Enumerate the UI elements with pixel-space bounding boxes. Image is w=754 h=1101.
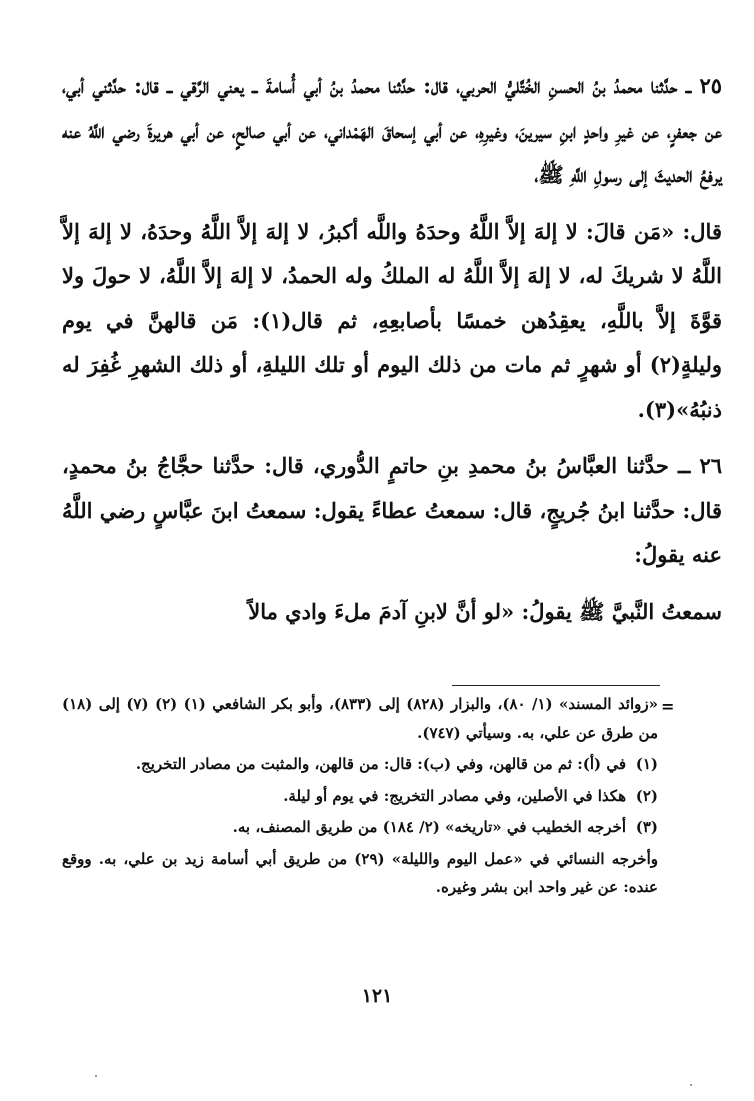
footnote-1: [62, 750, 658, 779]
scan-speck: [95, 1075, 97, 1077]
page-number: ١٢١: [361, 985, 393, 1007]
footnote-continuation: [62, 690, 658, 747]
footnote-3-continued: [62, 845, 658, 902]
footnote-extra-text: وأخرجه النسائي في «عمل اليوم والليلة» (٢٩) من طريق أبي أسامة زيد بن علي، به. ووقع عنده: عن غير واحد ابن بشر وغيره.: [62, 849, 658, 896]
footnote-2: [62, 782, 658, 811]
continuation-mark: =: [661, 697, 675, 716]
footnote-3: [62, 813, 658, 842]
main-text: [62, 64, 722, 634]
footnotes: [62, 690, 658, 902]
hadith-26-chain: ٢٦ ــ حدَّثنا العبَّاسُ بنُ محمدِ بنِ حاتمٍ الدُّوري، قال: حدَّثنا حجَّاجُ بنُ محمدٍ، قال: حدَّثنا ابنُ جُريجٍ، قال: سمعتُ عطاءً يقول: سمعتُ ابنَ عبَّاسٍ رضي اللَّهُ عنه يقولُ:: [62, 453, 722, 567]
footnote-number: (٢): [635, 786, 658, 805]
hadith-25-text: قال: «مَن قالَ: لا إلهَ إلاَّ اللَّهُ وحدَهُ واللَّه أكبرُ، لا إلهَ إلاَّ اللَّهُ وحدَهُ، لا إلهَ إلاَّ اللَّهُ لا شريكَ له، لا إلهَ إلاَّ اللَّهُ له الملكُ وله الحمدُ، لا إلهَ إلاَّ اللَّهُ، لا حولَ ولا قوَّةَ إلاَّ باللَّهِ، يعقِدُهن خمسًا بأصابعِهِ، ثم قال(١): مَن قالهنَّ في يوم وليلةٍ(٢) أو شهرٍ ثم مات من ذلك اليوم أو تلك الليلةِ، أو ذلك الشهرِ غُفِرَ له ذنبُهُ»(٣).: [62, 218, 722, 422]
footnote-number: (١): [635, 755, 658, 773]
footnote-text: هكذا في الأصلين، وفي مصادر التخريج: في يوم أو ليلة.: [283, 786, 626, 805]
footnote-text: أخرجه الخطيب في «تاريخه» (٢/ ١٨٤) من طريق المصنف، به.: [232, 818, 626, 836]
scan-speck: [690, 1084, 692, 1086]
footnote-continuation-text: «زوائد المسند» (١/ ٨٠)، والبزار (٨٢٨) إلى (٨٣٣)، وأبو بكر الشافعي (١) (٢) (٧) إلى (١٨) من طرق عن علي، به. وسيأتي (٧٤٧).: [62, 695, 659, 742]
hadith-25-chain: ٢٥ ــ حدَّثنا محمدُ بنُ الحسنِ الخُتَّليُّ الحربي، قال: حدَّثنا محمدُ بنُ أبي أُسامةَ ــ يعني الرَّقي ــ قال: حدَّثني أبي، عن جعفرٍ، عن غيرِ واحدٍ ابنِ سيرينَ، وغيرِهِ، عن أبي إسحاقَ الهَمْداني، عن أبي صالحٍ، عن أبي هريرةَ رضي اللَّهُ عنه يرفعُ الحديثَ إلى رسولِ اللَّهِ ﷺ،: [62, 73, 722, 187]
footnote-separator: [452, 685, 660, 686]
hadith-26-text-start: سمعتُ النَّبيَّ ﷺ يقولُ: «لو أنَّ لابنِ آدمَ ملءَ وادي مالاً: [248, 598, 722, 624]
footnote-number: (٣): [635, 818, 658, 836]
footnote-text: في (أ): ثم من قالهن، وفي (ب): قال: من قالهن، والمثبت من مصادر التخريج.: [135, 755, 626, 773]
